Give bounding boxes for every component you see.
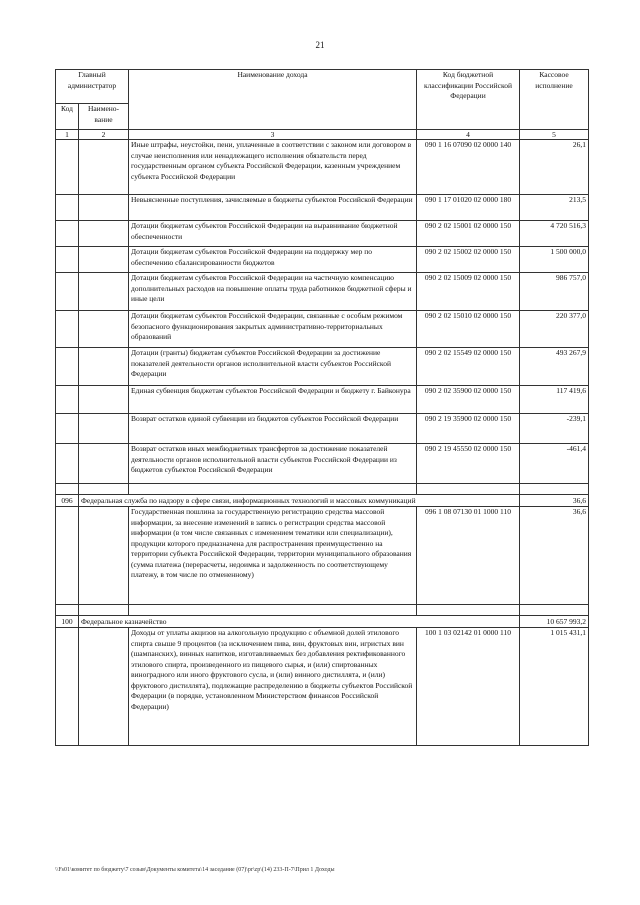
column-number: 2 bbox=[79, 130, 129, 140]
table-row bbox=[56, 507, 589, 605]
header-income-name: Наименование дохода bbox=[129, 70, 417, 130]
section-code: 100 bbox=[56, 616, 79, 628]
budget-code: 090 2 02 15010 02 0000 150 bbox=[417, 311, 520, 348]
column-number: 1 bbox=[56, 130, 79, 140]
cash-amount: 4 720 516,3 bbox=[520, 221, 589, 247]
column-number: 4 bbox=[417, 130, 520, 140]
cash-amount: 1 015 431,1 bbox=[520, 628, 589, 746]
cash-amount: -461,4 bbox=[520, 444, 589, 484]
section-row-100 bbox=[56, 616, 589, 628]
budget-code: 090 2 19 45550 02 0000 150 bbox=[417, 444, 520, 484]
income-name: Дотации бюджетам субъектов Российской Федерации на выравнивание бюджетной обеспеченности bbox=[129, 221, 417, 247]
revenue-table bbox=[55, 69, 589, 746]
section-code: 096 bbox=[56, 495, 79, 507]
cash-amount: 213,5 bbox=[520, 195, 589, 221]
table-row bbox=[56, 414, 589, 444]
cash-amount: 1 500 000,0 bbox=[520, 247, 589, 273]
table-row bbox=[56, 247, 589, 273]
budget-code: 096 1 08 07130 01 1000 110 bbox=[417, 507, 520, 605]
table-row bbox=[56, 140, 589, 195]
income-name: Невыясненные поступления, зачисляемые в бюджеты субъектов Российской Федерации bbox=[129, 195, 417, 221]
column-number: 3 bbox=[129, 130, 417, 140]
cash-amount: -239,1 bbox=[520, 414, 589, 444]
section-name: Федеральное казначейство bbox=[79, 616, 520, 628]
budget-code: 090 2 02 15009 02 0000 150 bbox=[417, 273, 520, 311]
footer-file-path: \\Fs01\комитет по бюджету\7 созыв\Документы комитета\14 заседание (07)\pr\zp\(14) 233-П-7\Прил 1 Доходы bbox=[55, 867, 335, 873]
budget-code: 090 1 17 01020 02 0000 180 bbox=[417, 195, 520, 221]
cash-amount: 493 267,9 bbox=[520, 348, 589, 386]
table-row bbox=[56, 628, 589, 746]
header-code: Код bbox=[56, 104, 79, 130]
section-row-096 bbox=[56, 495, 589, 507]
income-name: Дотации (гранты) бюджетам субъектов Российской Федерации за достижение показателей деятельности органов исполнительной власти субъектов Российской Федерации bbox=[129, 348, 417, 386]
budget-code: 090 2 02 15549 02 0000 150 bbox=[417, 348, 520, 386]
budget-code: 100 1 03 02142 01 0000 110 bbox=[417, 628, 520, 746]
cash-amount: 986 757,0 bbox=[520, 273, 589, 311]
table-row bbox=[56, 386, 589, 414]
header-name-short: Наимено-вание bbox=[79, 104, 129, 130]
income-name: Иные штрафы, неустойки, пени, уплаченные в соответствии с законом или договором в случае неисполнения или ненадлежащего исполнения обязательств перед государственным органом субъекта Российской Федерации, казенным учреждением субъекта Российской Федерации bbox=[129, 140, 417, 195]
table-row bbox=[56, 273, 589, 311]
cash-amount: 220 377,0 bbox=[520, 311, 589, 348]
page-number: 21 bbox=[315, 40, 325, 50]
budget-code: 090 1 16 07090 02 0000 140 bbox=[417, 140, 520, 195]
budget-code: 090 2 19 35900 02 0000 150 bbox=[417, 414, 520, 444]
cash-amount: 26,1 bbox=[520, 140, 589, 195]
income-name: Дотации бюджетам субъектов Российской Федерации на поддержку мер по обеспечению сбалансированности бюджетов bbox=[129, 247, 417, 273]
table-row bbox=[56, 348, 589, 386]
header-cash-execution: Кассовое исполнение bbox=[520, 70, 589, 130]
budget-code: 090 2 02 15001 02 0000 150 bbox=[417, 221, 520, 247]
header-budget-code: Код бюджетной классификации Российской Федерации bbox=[417, 70, 520, 130]
table-row bbox=[56, 195, 589, 221]
table-spacer bbox=[56, 605, 589, 616]
table-spacer bbox=[56, 484, 589, 495]
table-row bbox=[56, 311, 589, 348]
cash-amount: 117 419,6 bbox=[520, 386, 589, 414]
budget-code: 090 2 02 15002 02 0000 150 bbox=[417, 247, 520, 273]
income-name: Государственная пошлина за государственную регистрацию средства массовой информации, за внесение изменений в запись о регистрации средства массовой информации (в том числе связанных с изменением тематики или специализации), продукции которого предназначена для распространения преимущественно на территории субъекта Российской Федерации, территории муниципального образования (сумма платежа (перерасчеты, недоимка и задолженность по соответствующему платежу, в том числе по отмененному) bbox=[129, 507, 417, 605]
section-name: Федеральная служба по надзору в сфере связи, информационных технологий и массовых коммуникаций bbox=[79, 495, 520, 507]
column-number: 5 bbox=[520, 130, 589, 140]
header-main-admin: Главный администратор bbox=[56, 70, 129, 104]
income-name: Дотации бюджетам субъектов Российской Федерации, связанные с особым режимом безопасного функционирования закрытых административно-территориальных образований bbox=[129, 311, 417, 348]
income-name: Возврат остатков единой субвенции из бюджетов субъектов Российской Федерации bbox=[129, 414, 417, 444]
section-amount: 10 657 993,2 bbox=[520, 616, 589, 628]
income-name: Единая субвенция бюджетам субъектов Российской Федерации и бюджету г. Байконура bbox=[129, 386, 417, 414]
income-name: Дотации бюджетам субъектов Российской Федерации на частичную компенсацию дополнительных расходов на повышение оплаты труда работников бюджетной сферы и иные цели bbox=[129, 273, 417, 311]
income-name: Доходы от уплаты акцизов на алкогольную продукцию с объемной долей этилового спирта свыше 9 процентов (за исключением пива, вин, фруктовых вин, игристых вин (шампанских), винных напитков, изготавливаемых без добавления ректификованного этилового спирта, произведенного из пищевого сырья, и (или) спиртованных виноградного или иного фруктового сусла, и (или) винного дистиллята, и (или) фруктового дистиллята), подлежащие распределению в бюджеты субъектов Российской Федерации (в порядке, установленном Министерством финансов Российской Федерации) bbox=[129, 628, 417, 746]
cash-amount: 36,6 bbox=[520, 507, 589, 605]
table-row bbox=[56, 221, 589, 247]
column-number-row bbox=[56, 130, 589, 140]
income-name: Возврат остатков иных межбюджетных трансфертов за достижение показателей деятельности органов исполнительной власти субъектов Российской Федерации из бюджетов субъектов Российской Федерации bbox=[129, 444, 417, 484]
budget-code: 090 2 02 35900 02 0000 150 bbox=[417, 386, 520, 414]
section-amount: 36,6 bbox=[520, 495, 589, 507]
table-row bbox=[56, 444, 589, 484]
